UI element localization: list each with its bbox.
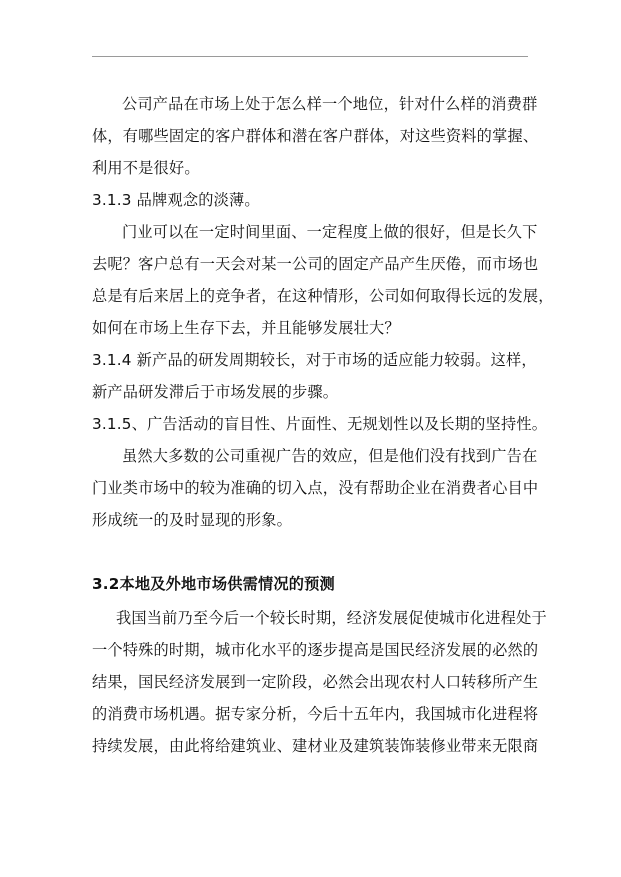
subheading-3-1-4-continued: 新产品研发滞后于市场发展的步骤。	[92, 383, 339, 401]
paragraph-line: 门业可以在一定时间里面、一定程度上做的很好，但是长久下	[122, 223, 538, 241]
paragraph-line: 结果，国民经济发展到一定阶段，必然会出现农村人口转移所产生	[92, 673, 539, 691]
paragraph-line: 门业类市场中的较为准确的切入点，没有帮助企业在消费者心目中	[92, 479, 539, 497]
paragraph-line: 体，有哪些固定的客户群体和潜在客户群体，对这些资料的掌握、	[92, 127, 539, 145]
subheading-3-1-5: 3.1.5、广告活动的盲目性、片面性、无规划性以及长期的坚持性。	[92, 415, 548, 433]
paragraph-line: 如何在市场上生存下去，并且能够发展壮大？	[92, 319, 400, 337]
paragraph-line: 形成统一的及时显现的形象。	[92, 511, 293, 529]
paragraph-line: 去呢？客户总有一天会对某一公司的固定产品产生厌倦，而市场也	[92, 255, 539, 273]
paragraph-line: 一个特殊的时期，城市化水平的逐步提高是国民经济发展的必然的	[92, 641, 539, 659]
paragraph-line: 我国当前乃至今后一个较长时期，经济发展促使城市化进程处于	[116, 609, 547, 627]
paragraph-line: 总是有后来居上的竞争者，在这种情形，公司如何取得长远的发展，	[92, 287, 554, 305]
paragraph-line: 公司产品在市场上处于怎么样一个地位，针对什么样的消费群	[122, 95, 538, 113]
subheading-3-1-3: 3.1.3 品牌观念的淡薄。	[92, 191, 260, 209]
paragraph-line: 虽然大多数的公司重视广告的效应，但是他们没有找到广告在	[122, 447, 538, 465]
paragraph-line: 的消费市场机遇。据专家分析，今后十五年内，我国城市化进程将	[92, 705, 539, 723]
paragraph-line: 利用不是很好。	[92, 159, 200, 177]
subheading-3-1-4: 3.1.4 新产品的研发周期较长，对于市场的适应能力较弱。这样，	[92, 351, 537, 369]
header-rule	[92, 56, 528, 57]
paragraph-line: 持续发展，由此将给建筑业、建材业及建筑装饰装修业带来无限商	[92, 737, 539, 755]
section-heading-3-2: 3.2本地及外地市场供需情况的预测	[92, 575, 335, 593]
